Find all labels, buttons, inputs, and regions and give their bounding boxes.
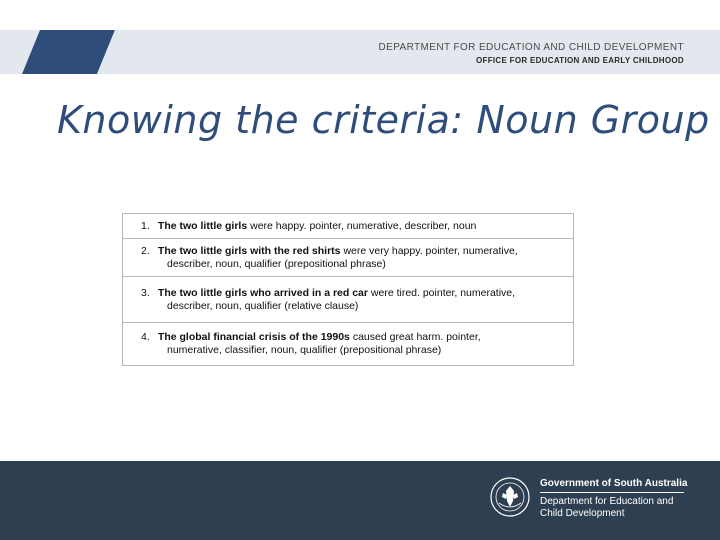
footer-divider	[540, 492, 684, 493]
page-title: Knowing the criteria: Noun Group	[57, 98, 710, 142]
department-name-line2: Child Development	[540, 508, 625, 519]
row-number: 1.	[141, 220, 150, 232]
noun-group-example: The two little girls	[157, 220, 248, 232]
row-text: were happy. pointer, numerative, describer, noun	[247, 220, 477, 232]
row-text: were very happy. pointer, numerative,	[340, 245, 518, 257]
department-name-line1: Department for Education and	[540, 496, 674, 507]
government-name: Government of South Australia	[540, 478, 688, 489]
noun-group-example: The global financial crisis of the 1990s	[157, 331, 350, 343]
row-text: were tired. pointer, numerative,	[367, 287, 516, 299]
south-australia-crest-icon	[489, 473, 531, 521]
row-text-continued: numerative, classifier, noun, qualifier (prepositional phrase)	[167, 344, 442, 356]
criteria-row-1	[123, 214, 573, 238]
criteria-row-3	[123, 276, 573, 322]
row-number: 4.	[141, 331, 150, 343]
office-name: OFFICE FOR EDUCATION AND EARLY CHILDHOOD	[475, 56, 684, 65]
criteria-row-4	[123, 322, 573, 365]
row-number: 2.	[141, 245, 150, 257]
row-text: caused great harm. pointer,	[349, 331, 481, 343]
row-text-continued: describer, noun, qualifier (prepositional phrase)	[167, 258, 386, 270]
department-name: DEPARTMENT FOR EDUCATION AND CHILD DEVELOPMENT	[378, 42, 684, 53]
row-number: 3.	[141, 287, 150, 299]
criteria-row-2	[123, 238, 573, 276]
noun-group-example: The two little girls who arrived in a red car	[157, 287, 368, 299]
criteria-table	[122, 213, 574, 366]
noun-group-example: The two little girls with the red shirts	[157, 245, 341, 257]
row-text-continued: describer, noun, qualifier (relative clause)	[167, 300, 359, 312]
